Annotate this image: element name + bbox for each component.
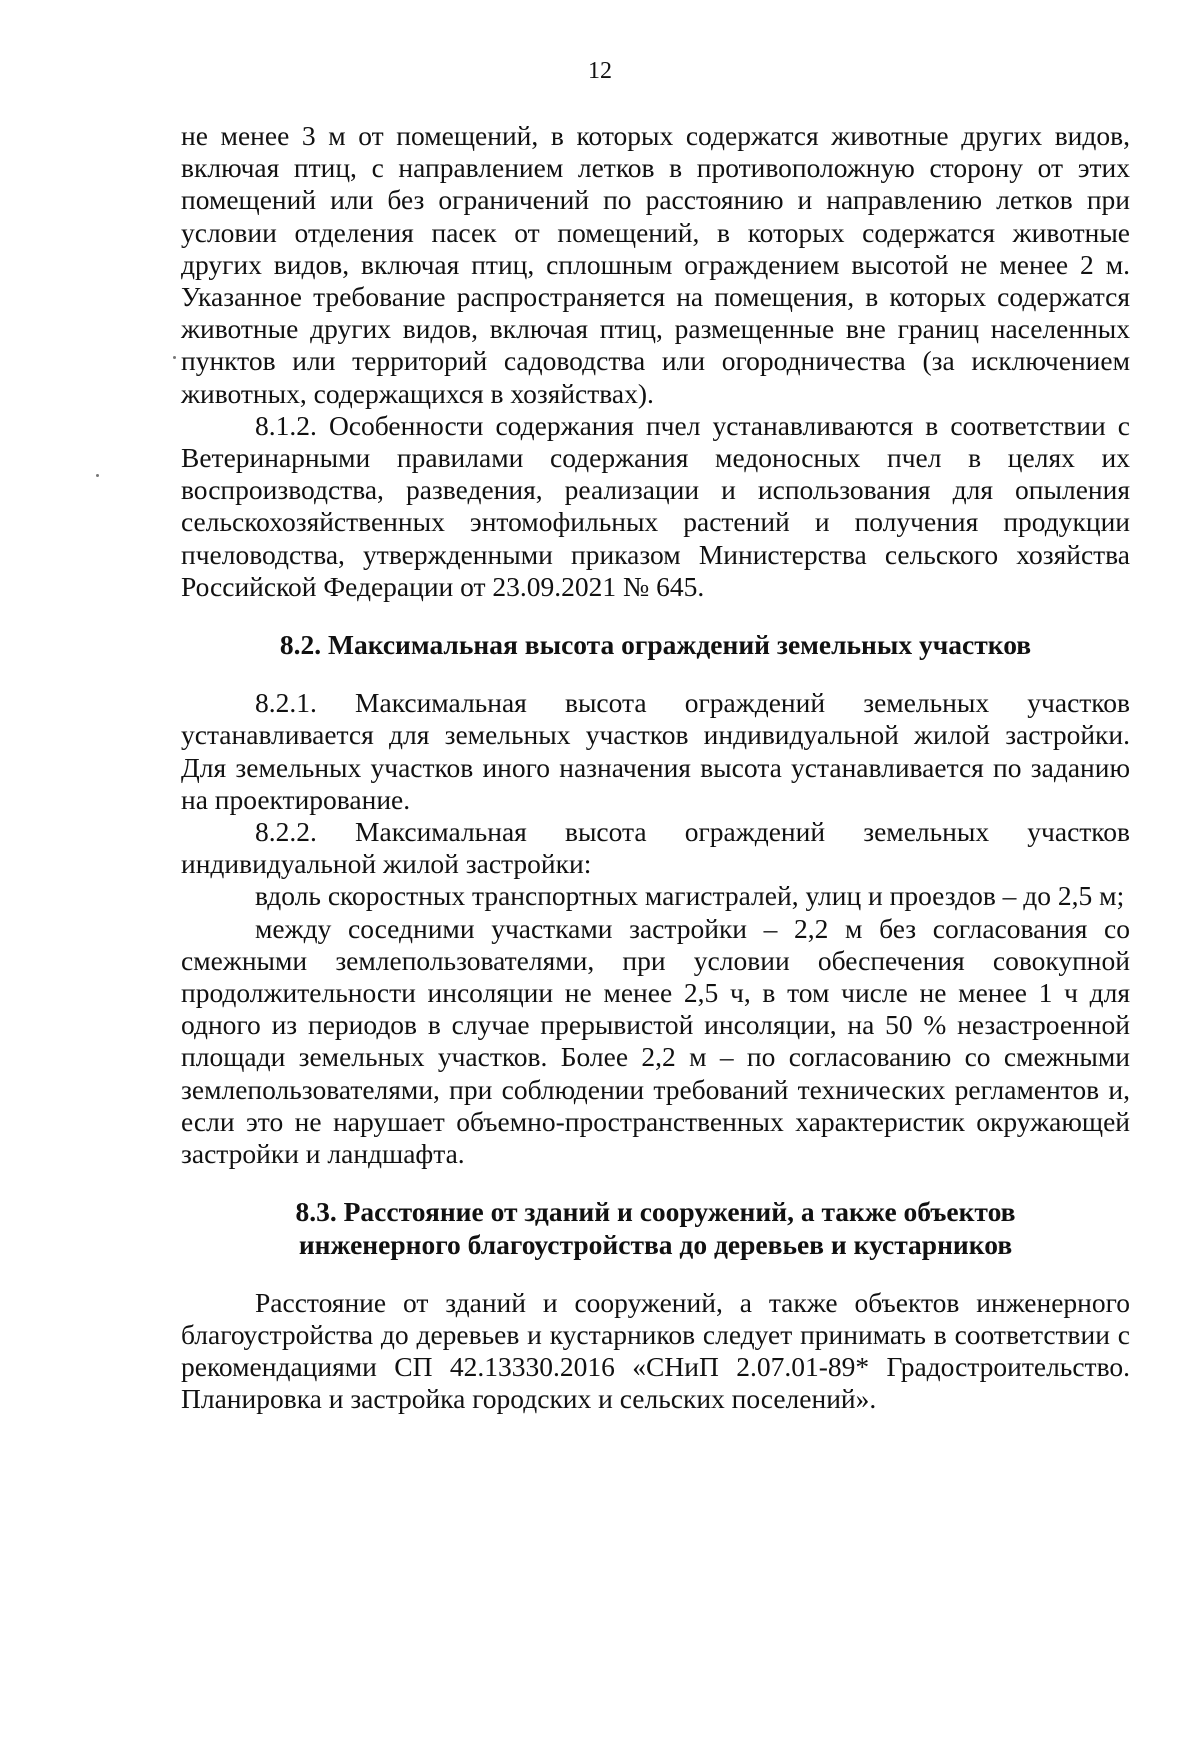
scan-dot-mark [96, 474, 99, 477]
section-heading-8-3-line2: инженерного благоустройства до деревьев и кустарников [298, 1228, 1013, 1260]
document-body [181, 120, 1130, 1416]
section-heading-8-3 [181, 1196, 1130, 1260]
paragraph-8-2-2: 8.2.2. Максимальная высота ограждений земельных участков индивидуальной жилой застройки: [181, 816, 1130, 880]
list-item-neighbors: между соседними участками застройки – 2,2 м без согласования со смежными землепользователями, при условии обеспечения совокупной продолжительности инсоляции не менее 2,5 ч, в том числе не менее 1 ч для одного из периодов в случае прерывистой инсоляции, на 50 % незастроенной площади земельных участков. Более 2,2 м – по согласованию со смежными землепользователями, при соблюдении требований технических регламентов и, если это не нарушает объемно-пространственных характеристик окружающей застройки и ландшафта. [181, 912, 1130, 1170]
scan-dot-mark [173, 356, 176, 359]
paragraph-8-3: Расстояние от зданий и сооружений, а также объектов инженерного благоустройства до деревьев и кустарников следует принимать в соответствии с рекомендациями СП 42.13330.2016 «СНиП 2.07.01-89* Градостроительство. Планировка и застройка городских и сельских поселений». [181, 1286, 1130, 1415]
section-heading-8-2: 8.2. Максимальная высота ограждений земельных участков [279, 629, 1032, 661]
paragraph-continuation: не менее 3 м от помещений, в которых содержатся животные других видов, включая птиц, с направлением летков в противоположную сторону от этих помещений или без ограничений по расстоянию и направлению летков при условии отделения пасек от помещений, в которых содержатся животные других видов, включая птиц, сплошным ограждением высотой не менее 2 м. Указанное требование распространяется на помещения, в которых содержатся животные других видов, включая птиц, размещенные вне границ населенных пунктов или территорий садоводства или огородничества (за исключением животных, содержащихся в хозяйствах). [181, 120, 1130, 409]
paragraph-8-2-1: 8.2.1. Максимальная высота ограждений земельных участков устанавливается для земельных участков индивидуальной жилой застройки. Для земельных участков иного назначения высота устанавливается по заданию на проектирование. [181, 687, 1130, 815]
page-number: 12 [588, 58, 612, 84]
list-item-highways: вдоль скоростных транспортных магистралей, улиц и проездов – до 2,5 м; [255, 880, 1125, 912]
section-heading-8-3-line1: 8.3. Расстояние от зданий и сооружений, а также объектов [295, 1196, 1016, 1228]
paragraph-8-1-2: 8.1.2. Особенности содержания пчел устанавливаются в соответствии с Ветеринарными правилами содержания медоносных пчел в целях их воспроизводства, разведения, реализации и использования для опыления сельскохозяйственных энтомофильных растений и получения продукции пчеловодства, утвержденными приказом Министерства сельского хозяйства Российской Федерации от 23.09.2021 № 645. [181, 409, 1130, 602]
